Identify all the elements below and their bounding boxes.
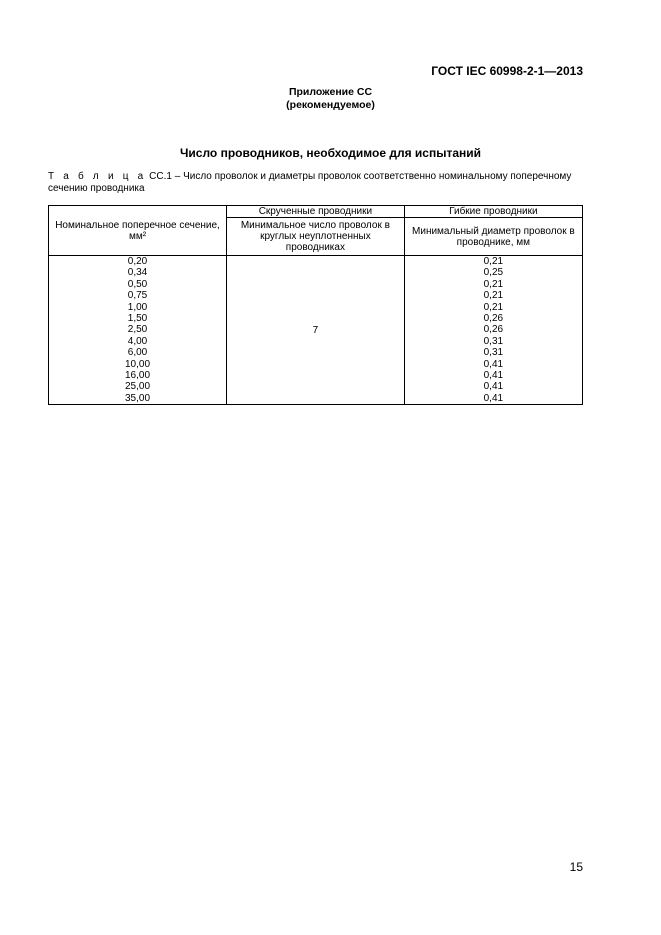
cross-section-value: 0,20	[127, 256, 148, 267]
annex-title: Приложение СС	[288, 86, 373, 98]
diameter-column	[404, 256, 582, 405]
wire-diameter-value: 0,21	[483, 278, 504, 290]
header-flexible-group: Гибкие проводники	[404, 206, 582, 218]
cross-section-value: 6,00	[127, 347, 148, 359]
cross-section-value: 0,50	[127, 278, 148, 290]
header-stranded-group: Скрученные проводники	[227, 206, 405, 218]
cross-section-value: 1,50	[127, 312, 148, 324]
cross-section-value: 16,00	[125, 369, 151, 381]
table-caption-text: СС.1 – Число проволок и диаметры проволок соответственно номинальному поперечному сечению проводника	[48, 171, 572, 194]
cross-section-list	[49, 256, 226, 404]
cross-section-value: 4,00	[127, 335, 148, 347]
cross-section-value: 10,00	[125, 358, 151, 370]
cross-section-value: 2,50	[127, 324, 148, 336]
cross-section-value: 1,00	[127, 301, 148, 313]
wire-diameter-value: 0,31	[483, 335, 504, 347]
header-min-wire-diameter: Минимальный диаметр проволок в проводнике, мм	[404, 218, 582, 256]
min-wire-count-cell: 7	[227, 256, 405, 405]
annex-status: (рекомендуемое)	[286, 99, 375, 111]
document-code: ГОСТ IEC 60998-2-1—2013	[431, 64, 583, 78]
wire-diameter-value: 0,26	[483, 324, 504, 336]
wire-diameter-value: 0,41	[483, 358, 504, 370]
wire-diameter-value: 0,41	[483, 369, 504, 381]
header-cross-section: Номинальное поперечное сечение, мм²	[49, 206, 227, 256]
wire-data-table	[48, 205, 583, 405]
page-number: 15	[569, 860, 583, 874]
wire-diameter-value: 0,41	[483, 392, 504, 404]
wire-diameter-value: 0,21	[483, 290, 504, 302]
wire-diameter-value: 0,26	[483, 312, 504, 324]
wire-diameter-value: 0,25	[483, 267, 504, 279]
wire-diameter-value: 0,41	[483, 381, 504, 393]
header-min-wire-count: Минимальное число проволок в круглых неуплотненных проводниках	[227, 218, 405, 256]
cross-section-value: 0,34	[127, 267, 148, 279]
cross-section-value: 35,00	[125, 392, 151, 404]
cross-section-value: 25,00	[125, 381, 151, 393]
wire-diameter-value: 0,21	[483, 301, 504, 313]
table-caption	[48, 171, 588, 195]
cross-section-column	[49, 256, 227, 405]
section-title: Число проводников, необходимое для испытаний	[179, 146, 481, 160]
wire-diameter-value: 0,31	[483, 347, 504, 359]
table-caption-prefix: Т а б л и ц а	[48, 171, 147, 182]
diameter-list	[405, 256, 582, 404]
cross-section-value: 0,75	[127, 290, 148, 302]
wire-diameter-value: 0,21	[483, 256, 504, 267]
annex-heading	[0, 86, 661, 112]
